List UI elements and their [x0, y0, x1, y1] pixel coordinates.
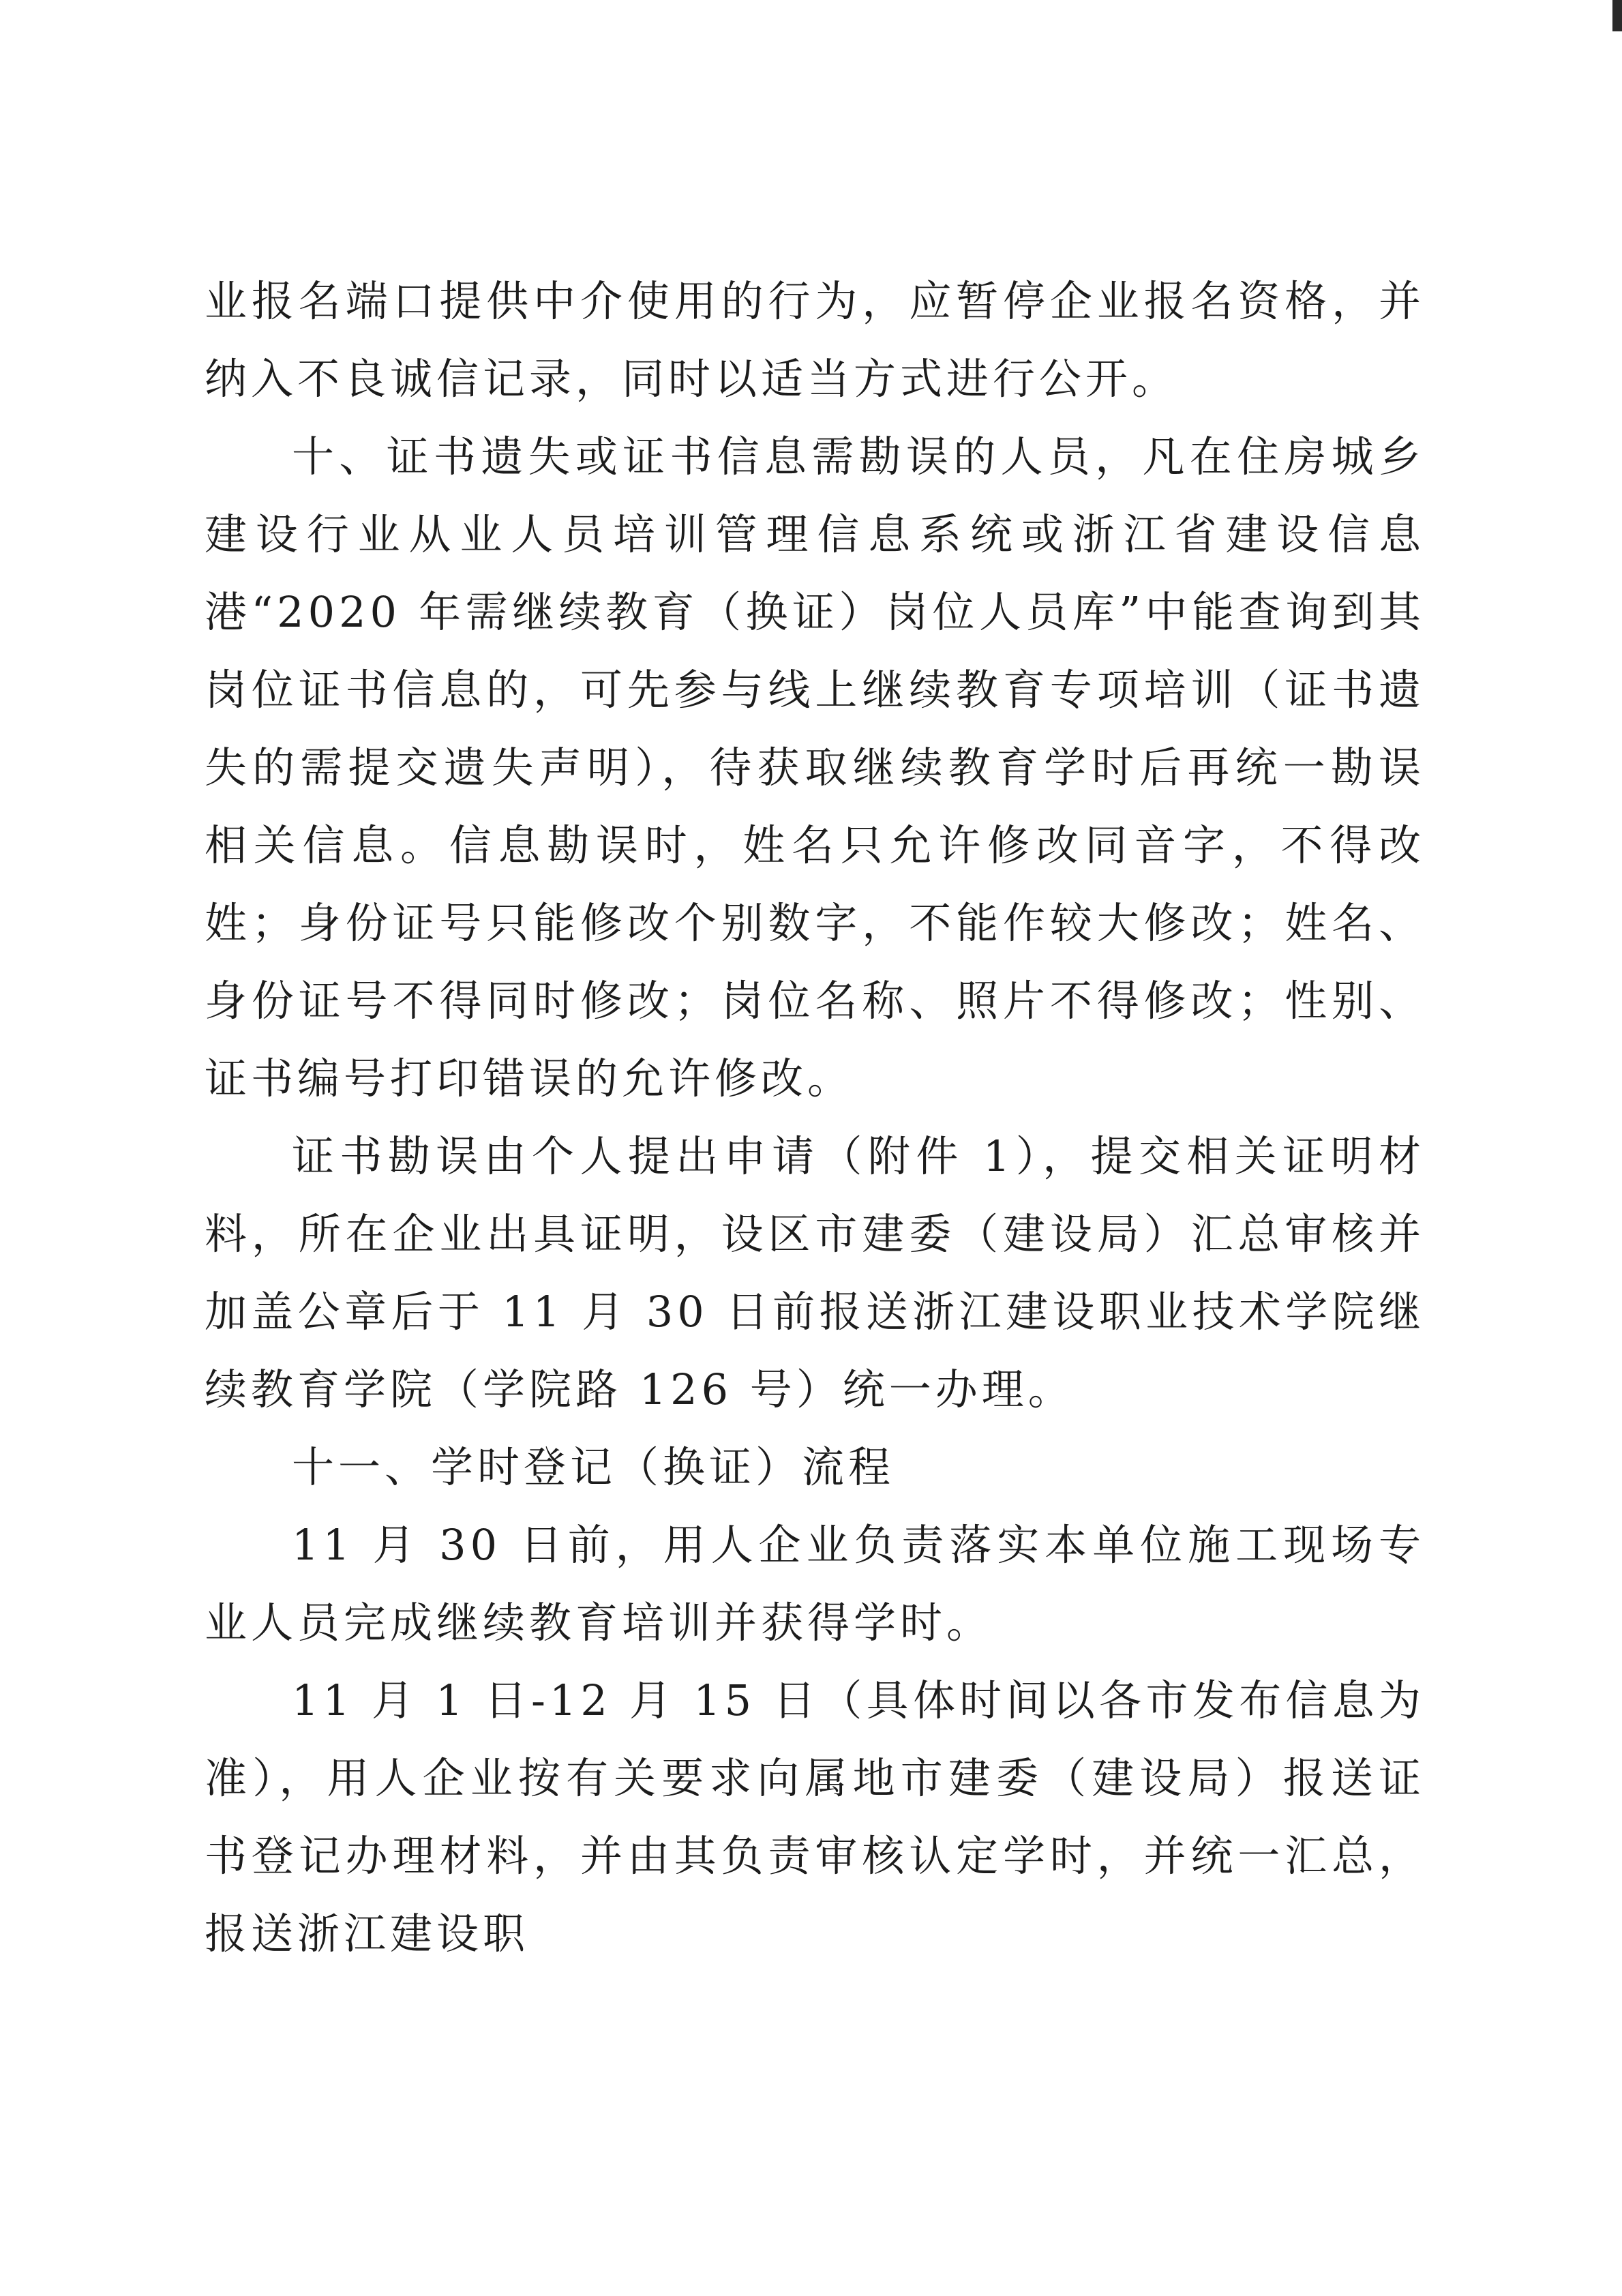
paragraph-continuation: 业报名端口提供中介使用的行为，应暂停企业报名资格，并纳入不良诚信记录，同时以适当方式进行公开。: [205, 276, 1425, 404]
paragraph-section-ten: 十、证书遗失或证书信息需勘误的人员，凡在住房城乡建设行业从业人员培训管理信息系统或浙江省建设信息港“2020 年需继续教育（换证）岗位人员库”中能查询到其岗位证书信息的，可先参与线上继续教育专项培训（证书遗失的需提交遗失声明），待获取继续教育学时后再统一勘误相关信息。信息勘误时，姓名只允许修改同音字，不得改姓；身份证号只能修改个别数字，不能作较大修改；姓名、身份证号不得同时修改；岗位名称、照片不得修改；性别、证书编号打印错误的允许修改。: [205, 432, 1425, 1103]
paragraph-deadline-training: 11 月 30 日前，用人企业负责落实本单位施工现场专业人员完成继续教育培训并获得学时。: [205, 1520, 1425, 1648]
heading-section-eleven: 十一、学时登记（换证）流程: [292, 1442, 895, 1492]
paragraph-correction-application: 证书勘误由个人提出申请（附件 1），提交相关证明材料，所在企业出具证明，设区市建委（建设局）汇总审核并加盖公章后于 11 月 30 日前报送浙江建设职业技术学院继续教育学院（学院路 126 号）统一办理。: [205, 1131, 1425, 1414]
scan-edge-mark: [1612, 0, 1622, 31]
document-body: [205, 263, 1425, 1973]
paragraph-registration-period: 11 月 1 日-12 月 15 日（具体时间以各市发布信息为准），用人企业按有关要求向属地市建委（建设局）报送证书登记办理材料，并由其负责审核认定学时，并统一汇总，报送浙江建设职: [205, 1675, 1425, 1958]
